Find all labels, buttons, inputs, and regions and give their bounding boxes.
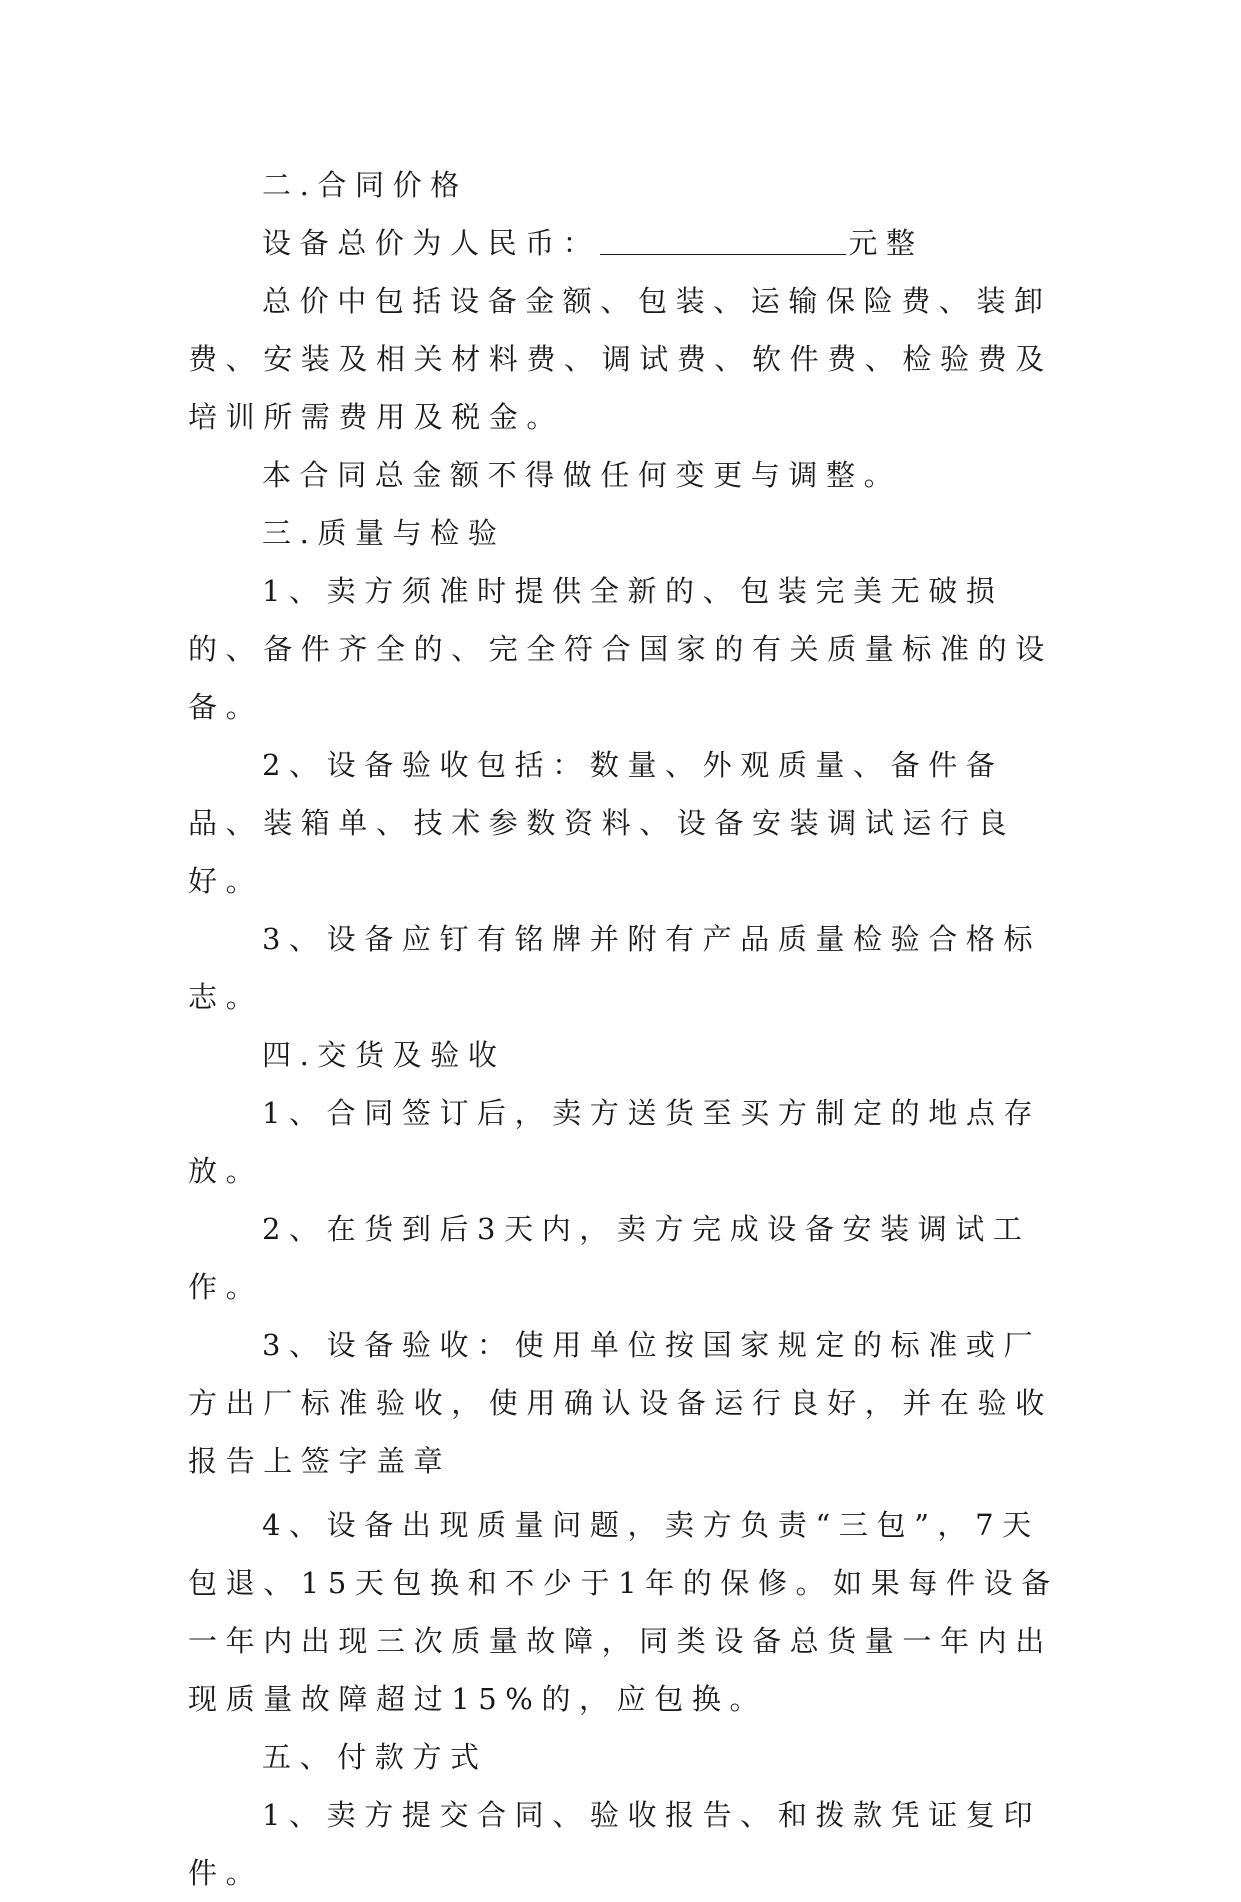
price-includes-paragraph: 总价中包括设备金额、包装、运输保险费、装卸费、安装及相关材料费、调试费、软件费、检验费及培训所需费用及税金。: [188, 284, 1053, 434]
payment-item-1: 1、卖方提交合同、验收报告、和拨款凭证复印件。: [188, 1798, 1042, 1890]
section-heading-contract-price: 二.合同价格: [262, 168, 468, 202]
section-heading-quality-inspection: 三.质量与检验: [262, 516, 506, 550]
total-price-suffix: 元整: [848, 226, 924, 260]
quality-item-1: 1、卖方须准时提供全新的、包装完美无破损的、备件齐全的、完全符合国家的有关质量标准的设备。: [188, 574, 1053, 724]
quality-item-2: 2、设备验收包括：数量、外观质量、备件备品、装箱单、技术参数资料、设备安装调试运行良好。: [188, 748, 1016, 898]
delivery-item-4: 4、设备出现质量问题，卖方负责“三包”，7天包退、15天包换和不少于1年的保修。如果每件设备一年内出现三次质量故障，同类设备总货量一年内出现质量故障超过15%的，应包换。: [188, 1508, 1059, 1716]
delivery-item-2: 2、在货到后3天内，卖方完成设备安装调试工作。: [188, 1212, 1031, 1304]
total-price-line: [188, 214, 1068, 272]
quality-item-3: 3、设备应钉有铭牌并附有产品质量检验合格标志。: [188, 922, 1042, 1014]
no-change-paragraph: 本合同总金额不得做任何变更与调整。: [262, 458, 902, 492]
contract-body: [188, 156, 1068, 1902]
delivery-item-1: 1、合同签订后，卖方送货至买方制定的地点存放。: [188, 1096, 1042, 1188]
section-heading-delivery-acceptance: 四.交货及验收: [262, 1038, 506, 1072]
total-price-prefix: 设备总价为人民币：: [262, 226, 601, 260]
total-price-blank: [600, 224, 846, 255]
delivery-item-3: 3、设备验收：使用单位按国家规定的标准或厂方出厂标准验收，使用确认设备运行良好，并在验收报告上签字盖章: [188, 1328, 1053, 1478]
section-heading-payment-method: 五、付款方式: [262, 1740, 488, 1774]
